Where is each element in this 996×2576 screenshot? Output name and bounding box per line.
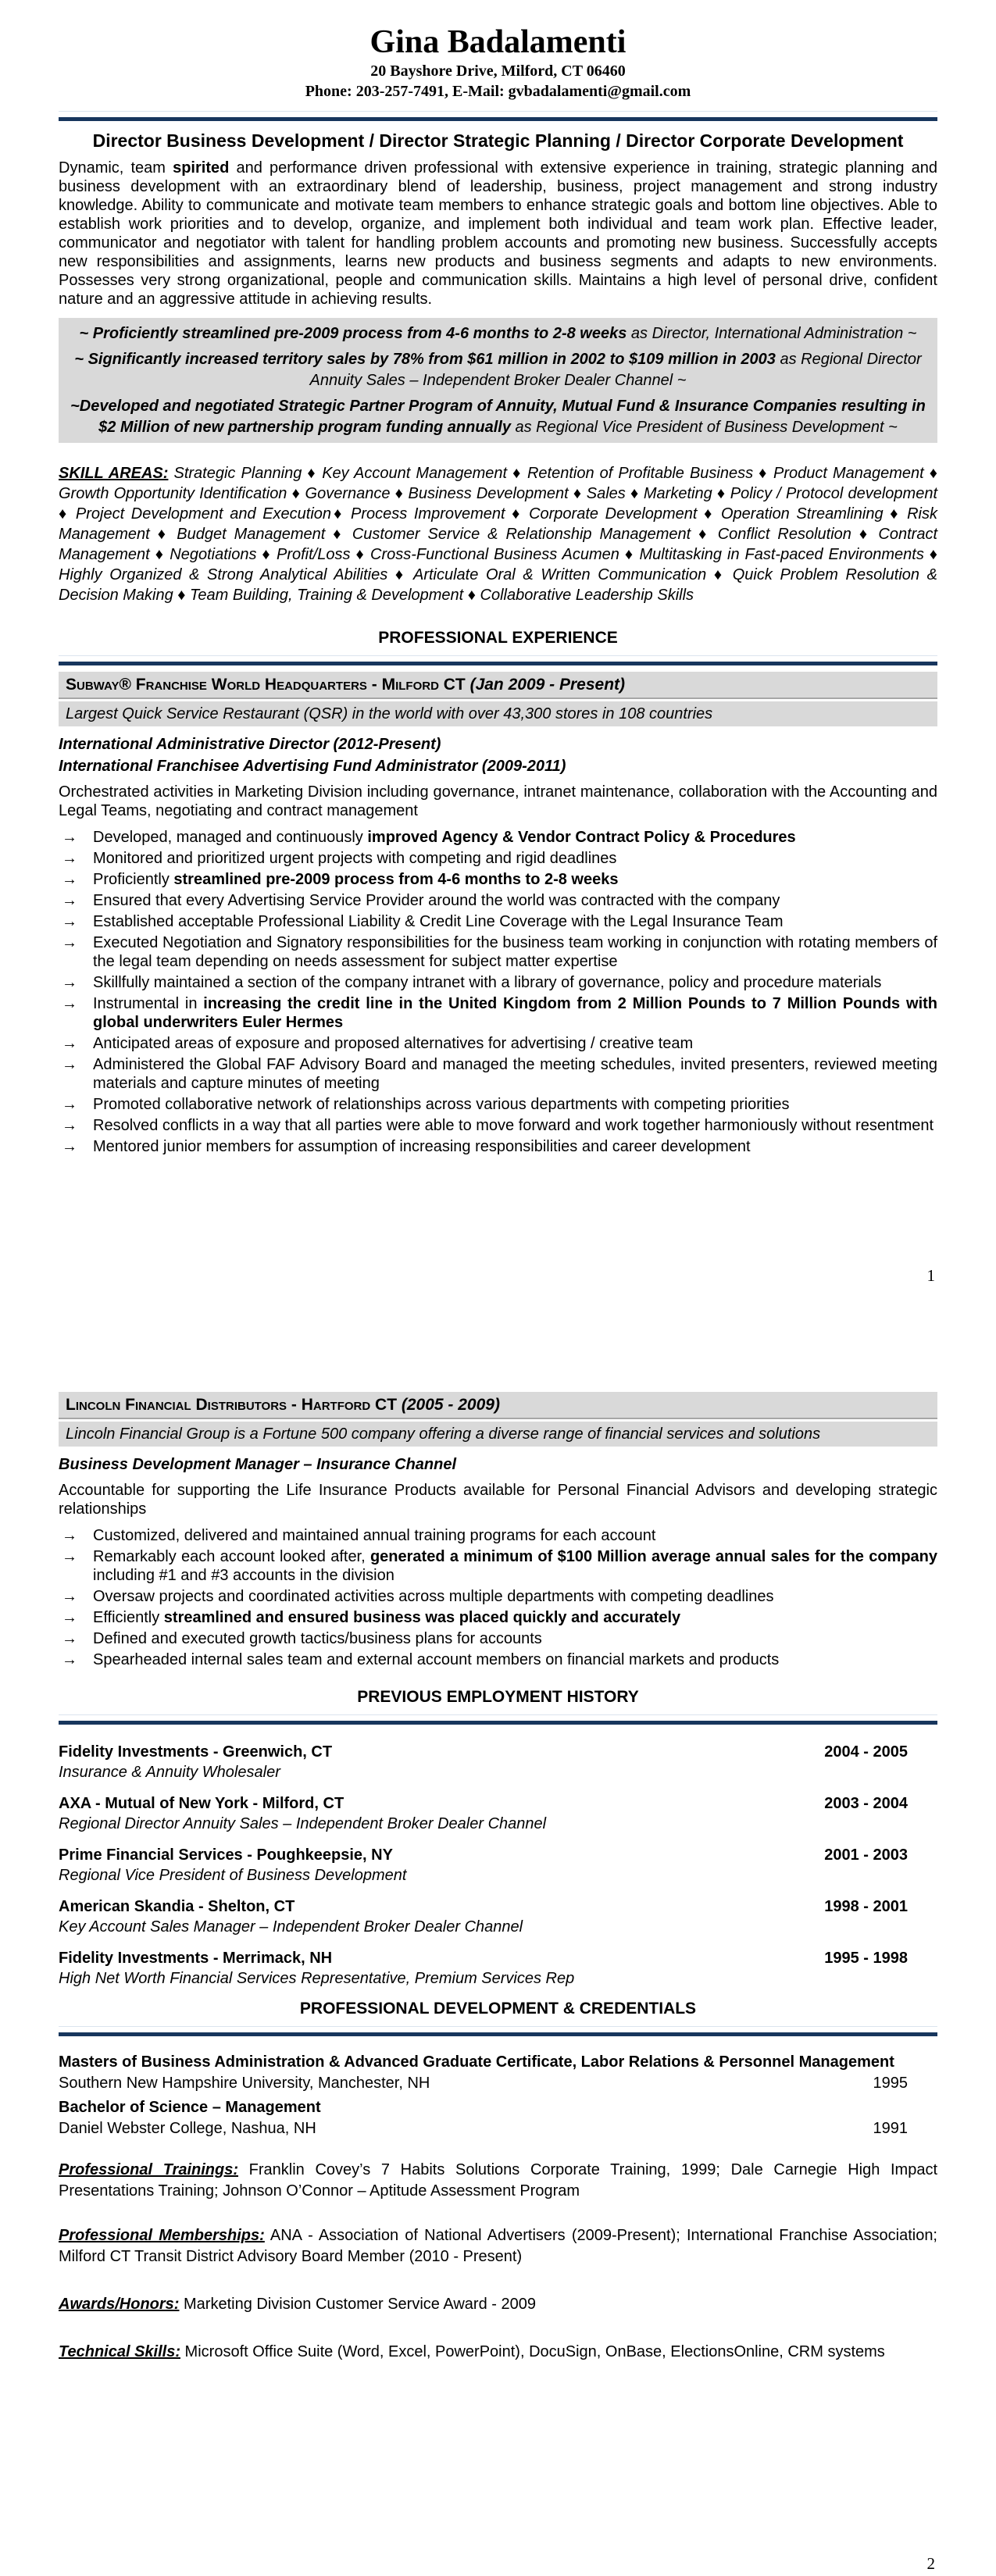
arrow-icon: → (62, 1651, 77, 1668)
achievement-line (68, 323, 928, 344)
job-role: High Net Worth Financial Services Representative, Premium Services Rep (59, 1970, 575, 1987)
company-intro: Accountable for supporting the Life Insurance Products available for Personal Financial Advisors and developing strategic relationships (59, 1482, 937, 1518)
company-tagline: Largest Quick Service Restaurant (QSR) in the world with over 43,300 stores in 108 countries (59, 701, 937, 726)
arrow-icon: → (62, 871, 77, 888)
role-title: Business Development Manager – Insurance Channel (59, 1456, 457, 1473)
arrow-icon: → (62, 892, 77, 909)
bullet-item: → Oversaw projects and coordinated activities across multiple departments with competing deadlines (59, 1587, 937, 1606)
bullet-item: → Executed Negotiation and Signatory responsibilities for the business team working in conjunction with rotating members of the legal team depending on needs assessment for subject matter expertise (59, 933, 937, 971)
arrow-icon: → (62, 1609, 77, 1626)
contact-header (59, 0, 937, 102)
graduation-year: 1991 (873, 2120, 908, 2137)
candidate-name: Gina Badalamenti (369, 24, 627, 60)
job-role: Insurance & Annuity Wholesaler (59, 1764, 280, 1781)
candidate-contact: Phone: 203-257-7491, E-Mail: gvbadalamenti@gmail.com (305, 83, 691, 100)
job-entry (59, 1793, 937, 1834)
header-divider (59, 111, 937, 121)
bullet-item: → Mentored junior members for assumption of increasing responsibilities and career development (59, 1137, 937, 1156)
degree-title: Masters of Business Administration & Advanced Graduate Certificate, Labor Relations & Personnel Management (59, 2053, 894, 2071)
bullet-item: → Remarkably each account looked after, generated a minimum of $100 Million average annual sales for the company including #1 and #3 accounts in the division (59, 1547, 937, 1585)
section-heading-professional-experience: PROFESSIONAL EXPERIENCE (378, 629, 618, 647)
subway-bullet-list (59, 828, 937, 1156)
degree-title: Bachelor of Science – Management (59, 2099, 321, 2116)
company-intro: Orchestrated activities in Marketing Division including governance, intranet maintenance, collaboration with the Accounting and Legal Teams, negotiating and contract management (59, 783, 937, 819)
bullet-item: → Proficiently streamlined pre-2009 process from 4-6 months to 2-8 weeks (59, 870, 937, 889)
job-dates: 2003 - 2004 (824, 1795, 908, 1812)
bullet-item: → Customized, delivered and maintained annual training programs for each account (59, 1526, 937, 1545)
awards-label: Awards/Honors: (59, 2296, 180, 2313)
company-dates: (2005 - 2009) (397, 1396, 500, 1414)
achievement-bold: ~ Significantly increased territory sales by 78% from $61 million in 2002 to $109 million in 2003 (74, 351, 776, 368)
achievement-line (68, 396, 928, 438)
job-company: Fidelity Investments - Greenwich, CT (59, 1743, 333, 1761)
resume-page-2 (0, 1288, 996, 2576)
achievement-rest: as Regional Director Annuity Sales – Independent Broker Dealer Channel ~ (309, 351, 922, 389)
arrow-icon: → (62, 850, 77, 867)
bullet-item: → Anticipated areas of exposure and proposed alternatives for advertising / creative team (59, 1034, 937, 1053)
company-name: Subway® Franchise World Headquarters - Milford CT (66, 676, 466, 694)
job-entry (59, 1845, 937, 1886)
arrow-icon: → (62, 1630, 77, 1647)
arrow-icon: → (62, 829, 77, 846)
arrow-icon: → (62, 974, 77, 991)
bullet-item: → Administered the Global FAF Advisory Board and managed the meeting schedules, invited presenters, reviewed meeting materials and capture minutes of meeting (59, 1055, 937, 1093)
bullet-item: → Promoted collaborative network of relationships across various departments with competing priorities (59, 1095, 937, 1114)
company-dates: (Jan 2009 - Present) (465, 676, 626, 694)
company-tagline: Lincoln Financial Group is a Fortune 500 company offering a diverse range of financial services and solutions (59, 1422, 937, 1447)
skill-areas-list: Strategic Planning ♦ Key Account Management ♦ Retention of Profitable Business ♦ Product Management ♦ Growth Opportunity Identification ♦ Governance ♦ Business Development ♦ Sales ♦ Marketing ♦ Policy / Protocol development ♦ Project Development and Execution♦ Process Improvement ♦ Corporate Development ♦ Operation Streamlining ♦ Risk Management ♦ Budget Management ♦ Customer Service & Relationship Management ♦ Conflict Resolution ♦ Contract Management ♦ Negotiations ♦ Profit/Loss ♦ Cross-Functional Business Acumen ♦ Multitasking in Fast-paced Environments ♦ Highly Organized & Strong Analytical Abilities ♦ Articulate Oral & Written Communication ♦ Quick Problem Resolution & Decision Making ♦ Team Building, Training & Development ♦ Collaborative Leadership Skills (59, 465, 937, 604)
achievement-line (68, 349, 928, 391)
arrow-icon: → (62, 1117, 77, 1134)
previous-employment-list (59, 1742, 937, 1989)
bullet-item: → Established acceptable Professional Liability & Credit Line Coverage with the Legal Insurance Team (59, 912, 937, 931)
education-block (59, 2052, 937, 2139)
bullet-item: → Instrumental in increasing the credit line in the United Kingdom from 2 Million Pounds to 7 Million Pounds with global underwriters Euler Hermes (59, 994, 937, 1032)
arrow-icon: → (62, 1527, 77, 1544)
arrow-icon: → (62, 934, 77, 951)
job-company: Prime Financial Services - Poughkeepsie, NY (59, 1846, 393, 1864)
job-company: AXA - Mutual of New York - Milford, CT (59, 1795, 344, 1812)
section-divider (59, 2026, 937, 2036)
section-heading-credentials: PROFESSIONAL DEVELOPMENT & CREDENTIALS (299, 2000, 697, 2018)
trainings-paragraph: Professional Trainings: Franklin Covey’s 7 Habits Solutions Corporate Training, 1999; Dale Carnegie High Impact Presentations Training; Johnson O’Connor – Aptitude Assessment Program (59, 2161, 938, 2200)
memberships-label: Professional Memberships: (59, 2227, 265, 2244)
job-dates: 2001 - 2003 (824, 1846, 908, 1864)
job-entry (59, 1896, 937, 1937)
memberships-paragraph: Professional Memberships: ANA - Association of National Advertisers (2009-Present); International Franchise Association; Milford CT Transit District Advisory Board Member (2010 - Present) (59, 2227, 937, 2265)
summary-post: and performance driven professional with extensive experience in training, strategic planning and business development with an extraordinary blend of leadership, business, project management and strong industry knowledge. Ability to communicate and motivate team members to enhance strategic goals and bottom line objectives. Able to establish work priorities and to develop, organize, and implement both individual and team work plan. Effective leader, communicator and negotiator with talent for handling problem accounts and promoting new business. Successfully accepts new responsibilities and assignments, learns new products and business segments and adapts to new environments. Possesses very strong organizational, people and communication skills. Maintains a high level of personal drive, confident nature and an aggressive attitude in achieving results. (59, 159, 937, 308)
graduation-year: 1995 (873, 2075, 908, 2092)
achievement-rest: as Director, International Administration ~ (627, 325, 917, 342)
achievement-bold: ~ Proficiently streamlined pre-2009 process from 4-6 months to 2-8 weeks (79, 325, 627, 342)
section-divider (59, 655, 937, 665)
awards-paragraph: Awards/Honors: Marketing Division Customer Service Award - 2009 (59, 2296, 536, 2313)
bullet-item: → Skillfully maintained a section of the company intranet with a library of governance, policy and procedure materials (59, 973, 937, 992)
candidate-address: 20 Bayshore Drive, Milford, CT 06460 (370, 62, 626, 80)
technical-skills-paragraph: Technical Skills: Microsoft Office Suite (Word, Excel, PowerPoint), DocuSign, OnBase, ElectionsOnline, CRM systems (59, 2343, 885, 2360)
job-role: Key Account Sales Manager – Independent Broker Dealer Channel (59, 1918, 523, 1936)
role-title: International Administrative Director (2012-Present) (59, 736, 441, 753)
job-role: Regional Director Annuity Sales – Independent Broker Dealer Channel (59, 1815, 547, 1832)
job-dates: 1998 - 2001 (824, 1898, 908, 1915)
job-dates: 2004 - 2005 (824, 1743, 908, 1761)
section-divider (59, 1714, 937, 1725)
arrow-icon: → (62, 1548, 77, 1565)
summary-pre: Dynamic, team (59, 159, 173, 177)
skill-areas-label: SKILL AREAS: (59, 465, 169, 482)
arrow-icon: → (62, 1056, 77, 1073)
job-dates: 1995 - 1998 (824, 1950, 908, 1967)
achievement-rest: as Regional Vice President of Business Development ~ (510, 419, 898, 436)
bullet-item: → Spearheaded internal sales team and external account members on financial markets and products (59, 1650, 937, 1669)
arrow-icon: → (62, 995, 77, 1012)
arrow-icon: → (62, 913, 77, 930)
job-entry (59, 1742, 937, 1782)
company-name: Lincoln Financial Distributors - Hartford CT (66, 1396, 398, 1414)
lincoln-bullet-list (59, 1526, 937, 1669)
bullet-item: → Ensured that every Advertising Service Provider around the world was contracted with the company (59, 891, 937, 910)
bullet-item: → Developed, managed and continuously improved Agency & Vendor Contract Policy & Procedures (59, 828, 937, 847)
school-line (59, 2118, 937, 2139)
school-line (59, 2073, 937, 2094)
professional-title: Director Business Development / Director Strategic Planning / Director Corporate Development (92, 130, 904, 151)
job-entry (59, 1948, 937, 1989)
school-name: Daniel Webster College, Nashua, NH (59, 2120, 316, 2137)
arrow-icon: → (62, 1035, 77, 1052)
bullet-item: → Monitored and prioritized urgent projects with competing and rigid deadlines (59, 849, 937, 868)
job-company: Fidelity Investments - Merrimack, NH (59, 1950, 333, 1967)
key-achievements-block (59, 318, 937, 443)
arrow-icon: → (62, 1588, 77, 1605)
bullet-item: → Defined and executed growth tactics/business plans for accounts (59, 1629, 937, 1648)
arrow-icon: → (62, 1096, 77, 1113)
summary-paragraph (59, 159, 937, 309)
company-header-lincoln (59, 1392, 937, 1419)
page-number: 1 (926, 1266, 935, 1285)
page-number: 2 (926, 2554, 935, 2573)
achievement-bold: ~Developed and negotiated Strategic Partner Program of Annuity, Mutual Fund & Insurance Companies resulting in $2 Million of new partnership program funding annually (70, 398, 926, 436)
company-header-subway (59, 672, 937, 699)
bullet-item: → Efficiently streamlined and ensured business was placed quickly and accurately (59, 1608, 937, 1627)
arrow-icon: → (62, 1138, 77, 1155)
trainings-label: Professional Trainings: (59, 2161, 239, 2178)
job-company: American Skandia - Shelton, CT (59, 1898, 295, 1915)
school-name: Southern New Hampshire University, Manchester, NH (59, 2075, 430, 2092)
technical-skills-label: Technical Skills: (59, 2343, 180, 2360)
summary-bold: spirited (173, 159, 230, 177)
role-title: International Franchisee Advertising Fund Administrator (2009-2011) (59, 758, 566, 775)
section-heading-previous-employment: PREVIOUS EMPLOYMENT HISTORY (357, 1688, 639, 1706)
bullet-item: → Resolved conflicts in a way that all parties were able to move forward and work together harmoniously without resentment (59, 1116, 937, 1135)
skill-areas-paragraph (59, 463, 937, 605)
job-role: Regional Vice President of Business Development (59, 1867, 407, 1884)
